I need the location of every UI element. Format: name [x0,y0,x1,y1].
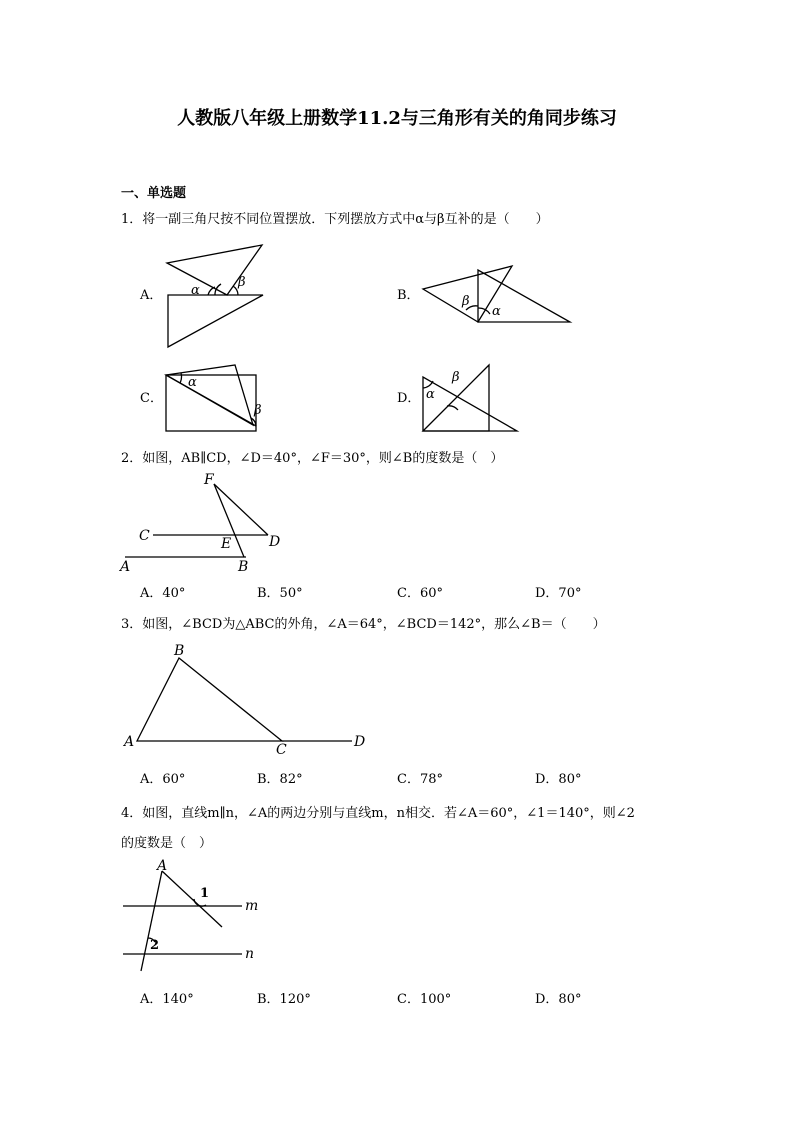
q1d-beta: β [452,370,460,385]
q1d-alpha: α [426,387,435,402]
q3-option-d[interactable]: D．80° [535,772,582,787]
q1c-beta: β [254,403,262,418]
q4-label-m: m [245,898,259,914]
section-heading: 一、单选题 [121,186,187,201]
q2-label-e: E [221,536,232,552]
question-1-stem: 1．将一副三角尺按不同位置摆放．下列摆放方式中α与β互补的是（ ） [121,212,549,227]
q2-label-b: B [238,559,249,575]
q4-option-c[interactable]: C．100° [397,992,452,1007]
question-2-stem: 2．如图，AB∥CD，∠D＝40°，∠F＝30°，则∠B的度数是（ ） [121,451,504,466]
q2-option-a[interactable]: A．40° [140,586,186,601]
q1-option-b-label: B． [397,288,420,303]
q4-label-n: n [245,946,255,962]
q1b-beta: β [462,294,470,309]
q1b-alpha: α [492,304,501,319]
q4-figure [123,871,242,971]
q3-label-a: A [124,734,135,750]
q4-option-b[interactable]: B．120° [257,992,311,1007]
q2-figure [125,484,268,557]
q2-option-c[interactable]: C．60° [397,586,443,601]
q2-label-f: F [204,472,214,488]
q1a-beta: β [238,275,246,290]
q4-label-1: 1 [200,886,210,901]
q1-figure-c [166,365,256,431]
q1a-alpha: α [191,283,200,298]
q3-option-a[interactable]: A．60° [140,772,186,787]
page-title: 人教版八年级上册数学11.2与三角形有关的角同步练习 [177,108,617,129]
q4-option-a[interactable]: A．140° [140,992,194,1007]
question-4-stem-line2: 的度数是（ ） [121,836,213,851]
q2-label-d: D [269,534,281,550]
question-4-stem-line1: 4．如图，直线m∥n，∠A的两边分别与直线m，n相交．若∠A＝60°，∠1＝140°，则∠2 [121,806,635,821]
q3-option-b[interactable]: B．82° [257,772,303,787]
q1-option-c-label: C． [140,391,163,406]
q1-figure-a [167,245,263,347]
q4-label-a: A [157,858,168,874]
q4-label-2: 2 [150,938,160,953]
q1-option-d-label: D． [397,391,421,406]
q1-option-a-label: A． [140,288,163,303]
q3-label-b: B [174,643,185,659]
q4-option-d[interactable]: D．80° [535,992,582,1007]
q2-option-d[interactable]: D．70° [535,586,582,601]
q3-figure [137,658,352,741]
q2-label-c: C [139,528,150,544]
q1c-alpha: α [188,375,197,390]
q3-label-d: D [354,734,366,750]
q3-option-c[interactable]: C．78° [397,772,443,787]
q2-option-b[interactable]: B．50° [257,586,303,601]
q1-figure-d [423,365,517,431]
q2-label-a: A [120,559,131,575]
question-3-stem: 3．如图，∠BCD为△ABC的外角，∠A＝64°，∠BCD＝142°，那么∠B＝（ ） [121,617,606,632]
q3-label-c: C [276,742,287,758]
